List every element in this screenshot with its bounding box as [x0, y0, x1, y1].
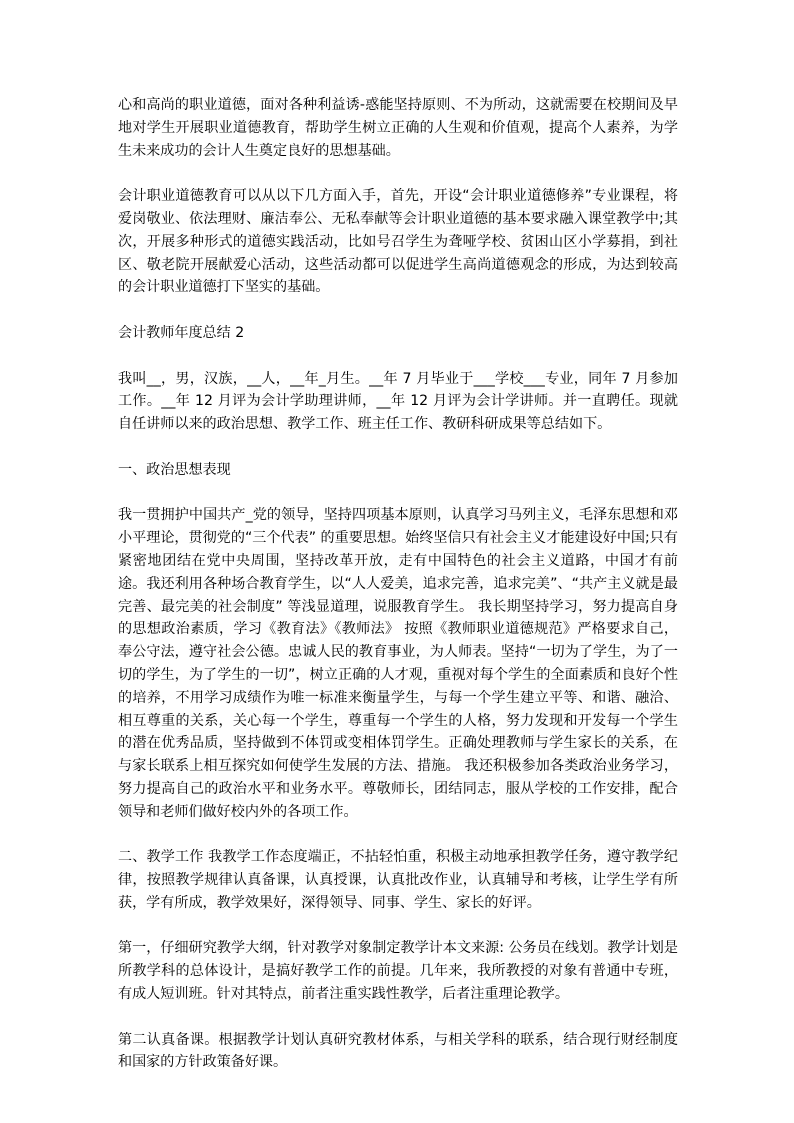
paragraph-lesson-prep: 第二认真备课。根据教学计划认真研究教材体系，与相关学科的联系，结合现行财经制度和国家的方针政策备好课。	[118, 1031, 678, 1071]
paragraph-political-thought: 我一贯拥护中国共产_党的领导，坚持四项基本原则，认真学习马列主义，毛泽东思想和邓小平理论，贯彻党的“三个代表” 的重要思想。始终坚信只有社会主义才能建设好中国;只有紧密地团结在党中央周围，坚持改革开放，走有中国特色的社会主义道路，中国才有前途。我还利用各种场合教育学生，以“人人爱美，追求完善，追求完美”、“共产主义就是最完善、最完美的社会制度” 等浅显道理，说服教育学生。 我长期坚持学习，努力提高自身的思想政治素质，学习《教育法》《教师法》 按照《教师职业道德规范》严格要求自己，奉公守法，遵守社会公德。忠诚人民的教育事业，为人师表。坚持“一切为了学生，为了一切的学生，为了学生的一切”，树立正确的人才观，重视对每个学生的全面素质和良好个性的培养，不用学习成绩作为唯一标准来衡量学生，与每一个学生建立平等、和谐、融洽、相互尊重的关系，关心每一个学生，尊重每一个学生的人格，努力发现和开发每一个学生的潜在优秀品质，坚持做到不体罚或变相体罚学生。正确处理教师与学生家长的关系，在与家长联系上相互探究如何使学生发展的方法、措施。 我还积极参加各类政治业务学习，努力提高自己的政治水平和业务水平。尊敬师长，团结同志，服从学校的工作安排，配合领导和老师们做好校内外的各项工作。	[118, 507, 678, 820]
section-heading-political: 一、政治思想表现	[118, 461, 231, 478]
document-page	[118, 94, 678, 1097]
paragraph-teaching-work: 二、教学工作 我教学工作态度端正，不拈轻怕重，积极主动地承担教学任务，遵守教学纪律，按照教学规律认真备课，认真授课，认真批改作业，认真辅导和考核，让学生学有所获，学有所成，教学效果好，深得领导、同事、学生、家长的好评。	[118, 849, 678, 911]
paragraph-teaching-plan: 第一，仔细研究教学大纲，针对教学对象制定教学计本文来源: 公务员在线划。教学计划是所教学科的总体设计，是搞好教学工作的前提。几年来，我所教授的对象有普通中专班，有成人短训班。针对其特点，前者注重实践性教学，后者注重理论教学。	[118, 940, 678, 1003]
paragraph-ethics-education-methods: 会计职业道德教育可以从以下几方面入手，首先，开设“会计职业道德修养”专业课程，将爱岗敬业、依法理财、廉洁奉公、无私奉献等会计职业道德的基本要求融入课堂教学中;其次，开展多种形式的道德实践活动，比如号召学生为聋哑学校、贫困山区小学募捐，到社区、敬老院开展献爱心活动，这些活动都可以促进学生高尚道德观念的形成，为达到较高的会计职业道德打下坚实的基础。	[118, 188, 678, 296]
paragraph-ethics-education-intro: 心和高尚的职业道德，面对各种利益诱-惑能坚持原则、不为所动，这就需要在校期间及早地对学生开展职业道德教育，帮助学生树立正确的人生观和价值观，提高个人素养，为学生未来成功的会计人生奠定良好的思想基础。	[118, 97, 678, 159]
paragraph-personal-info: 我叫__，男，汉族，__人，__年_月生。__年 7 月毕业于___学校___专业，同年 7 月参加工作。__年 12 月评为会计学助理讲师，__年 12 月评为会计学讲师。并一直聘任。现就自任讲师以来的政治思想、教学工作、班主任工作、教研科研成果等总结如下。	[118, 370, 678, 433]
section-title-annual-summary: 会计教师年度总结 2	[118, 324, 245, 341]
